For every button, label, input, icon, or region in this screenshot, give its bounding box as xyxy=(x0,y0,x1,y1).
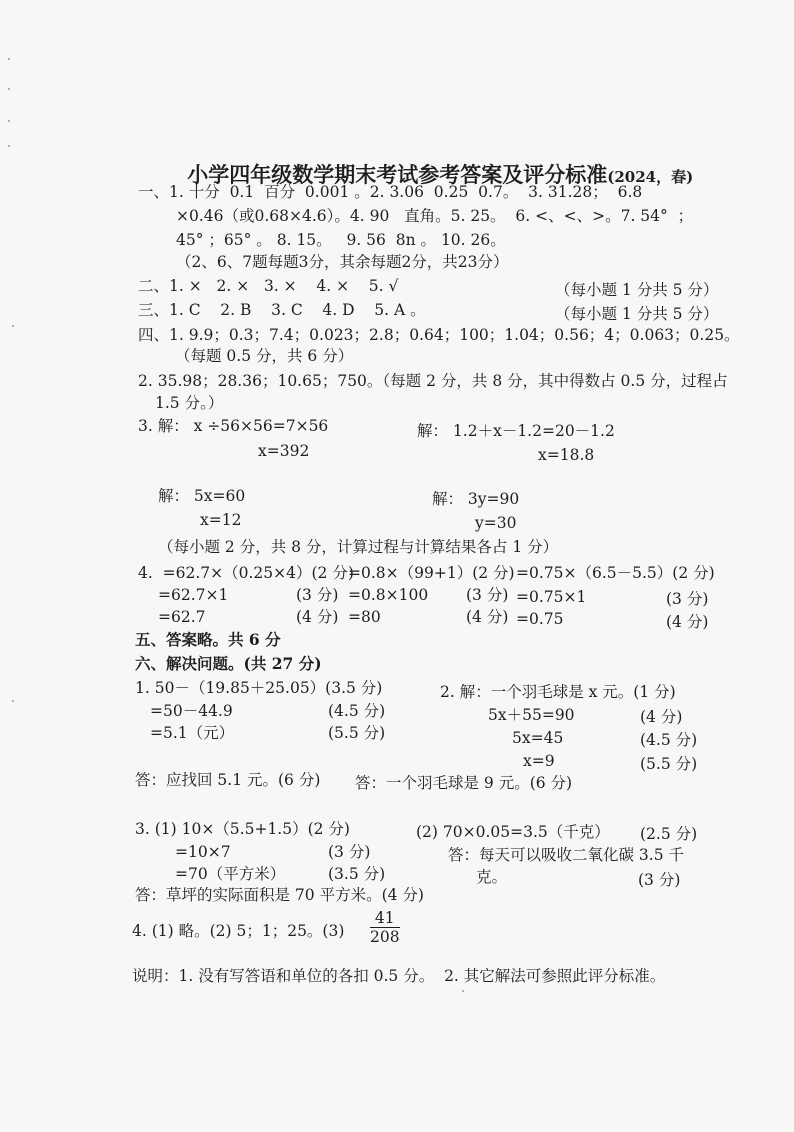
scan-speck xyxy=(462,990,464,992)
scan-speck xyxy=(12,700,14,702)
calc-3-step-2: =0.75×1 xyxy=(516,588,587,606)
grading-note: 说明：1. 没有写答语和单位的各扣 0.5 分。 2. 其它解法可参照此评分标准。 xyxy=(132,967,666,985)
section-4-part-2-cont: 1.5 分。） xyxy=(155,394,224,412)
section-1-line-3: 45° ；65° 。 8. 15。 9. 56 8n 。 10. 26。 xyxy=(176,231,506,249)
section-5: 五、答案略。共 6 分 xyxy=(135,630,281,649)
problem-3-step-3-score: (3.5 分) xyxy=(328,865,386,883)
section-1-score-note: （2、6、7题每题3分，其余每题2分，共23分） xyxy=(176,253,509,271)
scan-speck xyxy=(8,88,10,90)
section-4-part-2: 2. 35.98；28.36；10.65；750。（每题 2 分，共 8 分，其中得数占 0.5 分，过程占 xyxy=(138,372,728,390)
calc-3-step-1: =0.75×（6.5－5.5）(2 分) xyxy=(516,564,715,582)
title-text: 小学四年级数学期末考试参考答案及评分标准 xyxy=(187,162,608,187)
problem-4-answer: 4. (1) 略。(2) 5；1；25。(3) xyxy=(132,922,345,940)
problem-3-step-1: 3. (1) 10×（5.5+1.5）(2 分) xyxy=(135,820,350,838)
problem-2-step-3: 5x=45 xyxy=(512,729,564,747)
equation-4-step-1: 解： 3y=90 xyxy=(432,490,520,508)
calc-1-step-3-score: (4 分) xyxy=(296,608,339,626)
problem-2-answer: 答：一个羽毛球是 9 元。(6 分) xyxy=(355,774,573,792)
problem-1-step-3-score: (5.5 分) xyxy=(328,724,386,742)
section-3-score: （每小题 1 分共 5 分） xyxy=(555,305,719,323)
calc-3-step-3: =0.75 xyxy=(516,610,564,628)
problem-2-step-4: x=9 xyxy=(523,752,555,770)
calc-2-step-1: =0.8×（99+1）(2 分) xyxy=(348,564,515,582)
problem-1-answer: 答：应找回 5.1 元。(6 分) xyxy=(135,771,321,789)
problem-3-part-2-answer-cont: 克。 xyxy=(476,868,508,886)
equation-2-step-2: x=18.8 xyxy=(538,446,595,464)
equation-3-step-2: x=12 xyxy=(200,511,242,529)
section-4-line-1: 四、1. 9.9；0.3；7.4；0.023；2.8；0.64；100；1.04；0.56；4；0.063；0.25。 xyxy=(138,326,740,344)
problem-2-step-3-score: (4.5 分) xyxy=(640,731,698,749)
section-6-heading: 六、解决问题。(共 27 分) xyxy=(135,654,322,673)
scan-speck xyxy=(8,58,10,60)
problem-3-part-2-step: (2) 70×0.05=3.5（千克） xyxy=(416,823,610,841)
calc-1-step-2-score: (3 分) xyxy=(296,586,339,604)
problem-2-step-4-score: (5.5 分) xyxy=(640,755,698,773)
problem-3-step-3: =70（平方米） xyxy=(175,865,286,883)
section-3-answers: 三、1. C 2. B 3. C 4. D 5. A 。 xyxy=(138,301,426,319)
section-1-line-2: ×0.46（或0.68×4.6）。4. 90 直角。5. 25。 6. <、<、>。7. 54° ； xyxy=(176,207,694,225)
problem-1-step-2-score: (4.5 分) xyxy=(328,702,386,720)
equation-1-step-1: 3. 解： x ÷56×56=7×56 xyxy=(138,417,329,435)
problem-2-step-1: 2. 解：一个羽毛球是 x 元。(1 分) xyxy=(440,683,676,701)
problem-3-step-2: =10×7 xyxy=(175,843,231,861)
scan-speck xyxy=(8,120,10,122)
calc-1-step-1: 4. =62.7×（0.25×4）(2 分) xyxy=(138,564,354,582)
scan-speck xyxy=(8,145,10,147)
fraction-numerator: 41 xyxy=(370,911,400,928)
equation-3-step-1: 解： 5x=60 xyxy=(158,487,246,505)
problem-1-step-2: =50－44.9 xyxy=(150,702,233,720)
problem-3-answer: 答：草坪的实际面积是 70 平方米。(4 分) xyxy=(135,886,424,904)
problem-3-part-2-score: (2.5 分) xyxy=(640,825,698,843)
calc-2-step-2-score: (3 分) xyxy=(466,586,509,604)
calc-1-step-2: =62.7×1 xyxy=(158,586,229,604)
problem-1-step-3: =5.1（元） xyxy=(150,724,235,742)
section-1-line-1: 一、1. 十分 0.1 百分 0.001 。2. 3.06 0.25 0.7。 3. 31.28； 6.8 xyxy=(138,183,643,201)
equation-score-note: （每小题 2 分，共 8 分，计算过程与计算结果各占 1 分） xyxy=(158,538,559,556)
calc-3-step-2-score: (3 分) xyxy=(666,590,709,608)
problem-2-step-2-score: (4 分) xyxy=(640,708,683,726)
calc-1-step-3: =62.7 xyxy=(158,608,206,626)
section-2-score: （每小题 1 分共 5 分） xyxy=(555,281,719,299)
problem-3-part-2-answer: 答：每天可以吸收二氧化碳 3.5 千 xyxy=(448,846,685,864)
scan-speck xyxy=(12,325,14,327)
problem-4-fraction xyxy=(370,911,400,945)
problem-3-step-2-score: (3 分) xyxy=(328,843,371,861)
calc-3-step-3-score: (4 分) xyxy=(666,613,709,631)
problem-3-part-2-answer-score: (3 分) xyxy=(638,871,681,889)
equation-1-step-2: x=392 xyxy=(258,442,310,460)
fraction-denominator: 208 xyxy=(370,927,400,946)
problem-1-step-1: 1. 50－（19.85＋25.05）(3.5 分) xyxy=(135,679,383,697)
problem-2-step-2: 5x＋55=90 xyxy=(488,706,575,724)
calc-2-step-3-score: (4 分) xyxy=(466,608,509,626)
calc-2-step-2: =0.8×100 xyxy=(348,586,429,604)
section-2-answers: 二、1. × 2. × 3. × 4. × 5. √ xyxy=(138,277,399,295)
calc-2-step-3: =80 xyxy=(348,608,381,626)
title-year: (2024，春) xyxy=(607,168,694,186)
section-4-score-note: （每题 0.5 分，共 6 分） xyxy=(175,347,354,365)
equation-4-step-2: y=30 xyxy=(475,514,517,532)
equation-2-step-1: 解： 1.2＋x－1.2=20－1.2 xyxy=(417,422,615,440)
